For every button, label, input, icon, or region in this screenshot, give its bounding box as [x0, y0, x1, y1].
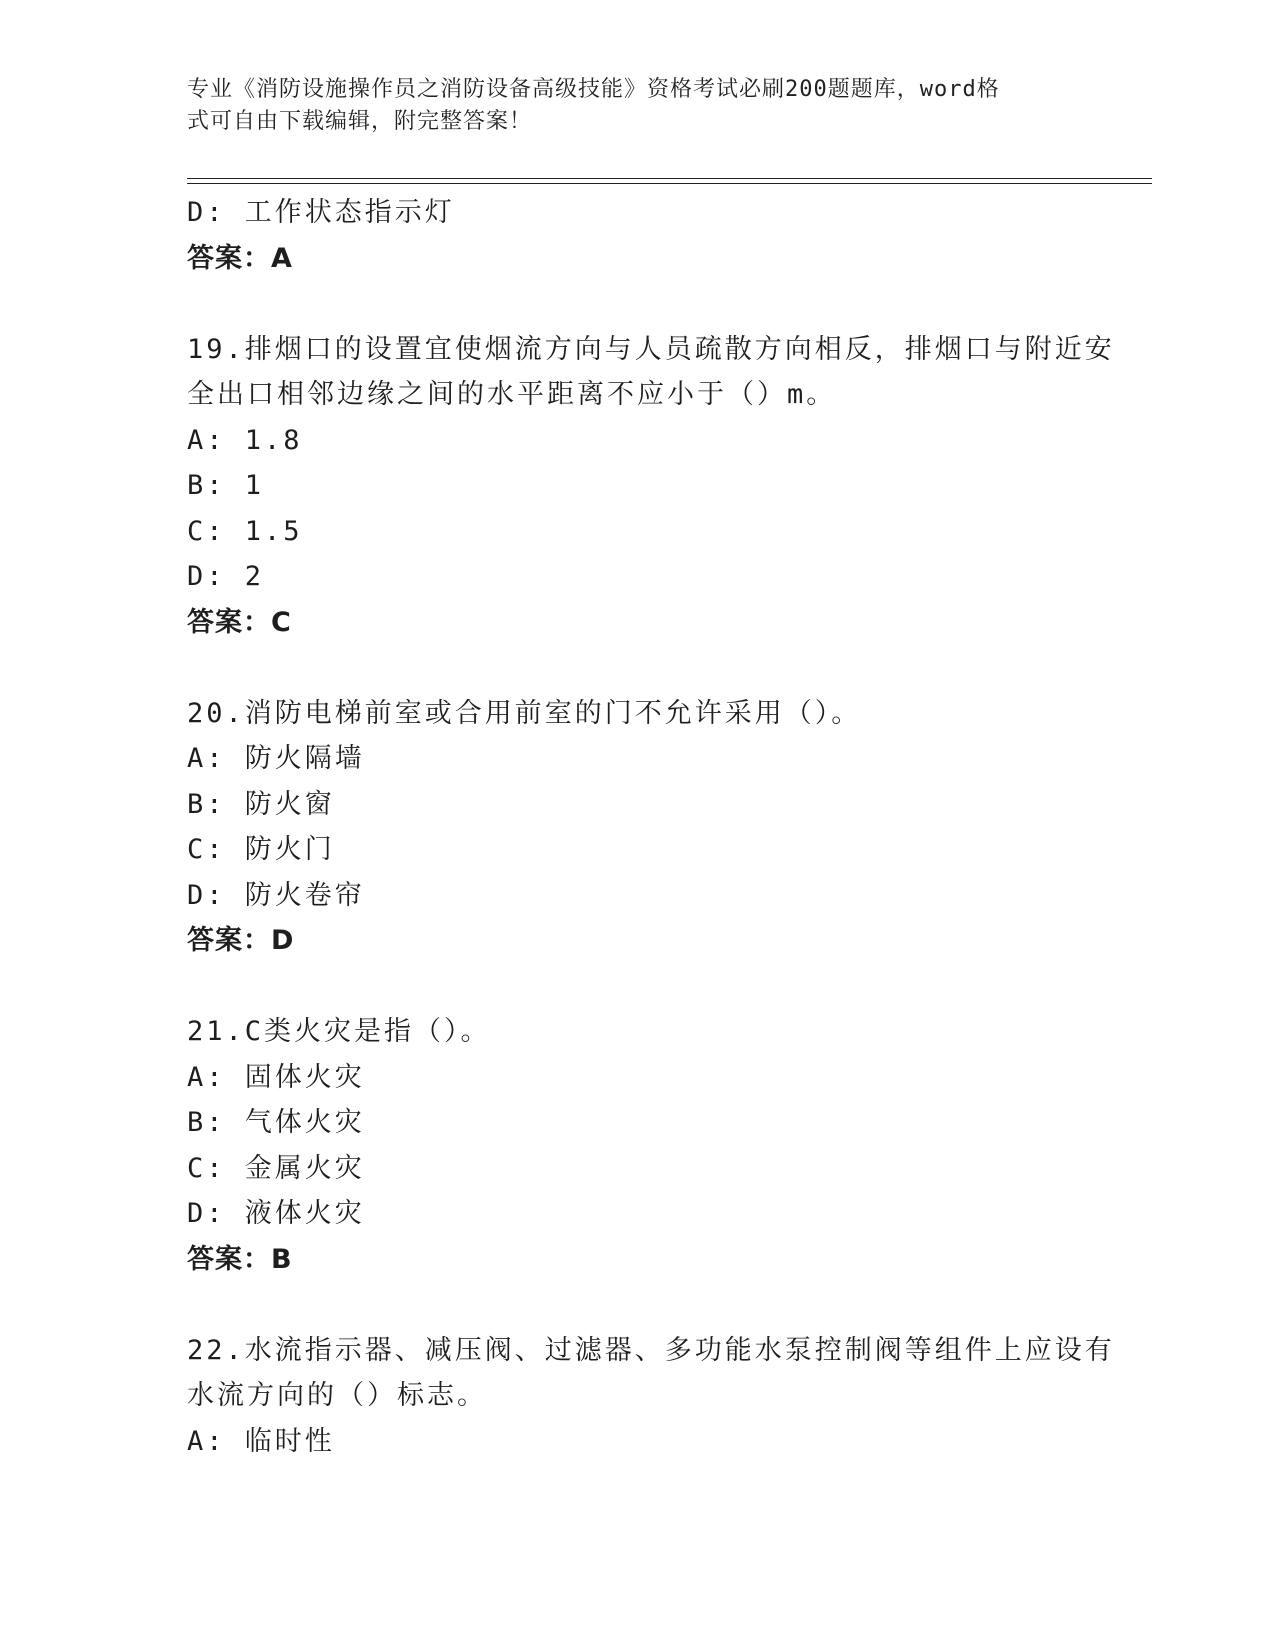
- question-stem: 全出口相邻边缘之间的水平距离不应小于（）m。: [187, 379, 837, 410]
- option-c: C: 防火门: [187, 834, 335, 865]
- question-stem: 20.消防电梯前室或合用前室的门不允许采用（）。: [187, 697, 862, 729]
- question-list: [187, 190, 1115, 1464]
- spacer: [187, 645, 1087, 691]
- option-c: C: 金属火灾: [187, 1152, 365, 1184]
- question-21: [187, 1009, 1087, 1282]
- option-a: A: 防火隔墙: [187, 743, 365, 774]
- answer-line: 答案：D: [187, 925, 295, 956]
- option-d: D: 防火卷帘: [187, 879, 365, 911]
- option-c: C: 1.5: [187, 515, 303, 547]
- header-divider-top: [187, 178, 1152, 179]
- spacer: [187, 1282, 1087, 1328]
- option-d: D: 2: [187, 561, 265, 592]
- option-d: D: 工作状态指示灯: [187, 197, 455, 228]
- question-stem: 22.水流指示器、减压阀、过滤器、多功能水泵控制阀等组件上应设有: [187, 1334, 1115, 1366]
- spacer: [187, 964, 1087, 1010]
- question-stem: 水流方向的（）标志。: [187, 1380, 487, 1411]
- header-line-2: 式可自由下载编辑，附完整答案！: [187, 109, 533, 134]
- document-header: [187, 74, 1067, 138]
- question-19: [187, 327, 1115, 646]
- option-b: B: 1: [187, 470, 265, 501]
- spacer: [187, 281, 1087, 327]
- option-a: A: 临时性: [187, 1425, 335, 1457]
- option-a: A: 1.8: [187, 424, 303, 456]
- question-22: [187, 1328, 1115, 1465]
- option-d: D: 液体火灾: [187, 1198, 365, 1229]
- answer-line: 答案：A: [187, 242, 293, 274]
- question-20: [187, 691, 1087, 964]
- option-b: B: 气体火灾: [187, 1107, 365, 1138]
- header-divider-bottom: [187, 183, 1152, 184]
- option-a: A: 固体火灾: [187, 1061, 365, 1093]
- header-line-1: 专业《消防设施操作员之消防设备高级技能》资格考试必刷200题题库，word格: [187, 77, 1000, 102]
- option-b: B: 防火窗: [187, 788, 335, 820]
- answer-line: 答案：C: [187, 606, 292, 638]
- question-stem: 19.排烟口的设置宜使烟流方向与人员疏散方向相反，排烟口与附近安: [187, 333, 1115, 365]
- answer-line: 答案：B: [187, 1243, 293, 1275]
- question-stem: 21.C类火灾是指（）。: [187, 1016, 491, 1047]
